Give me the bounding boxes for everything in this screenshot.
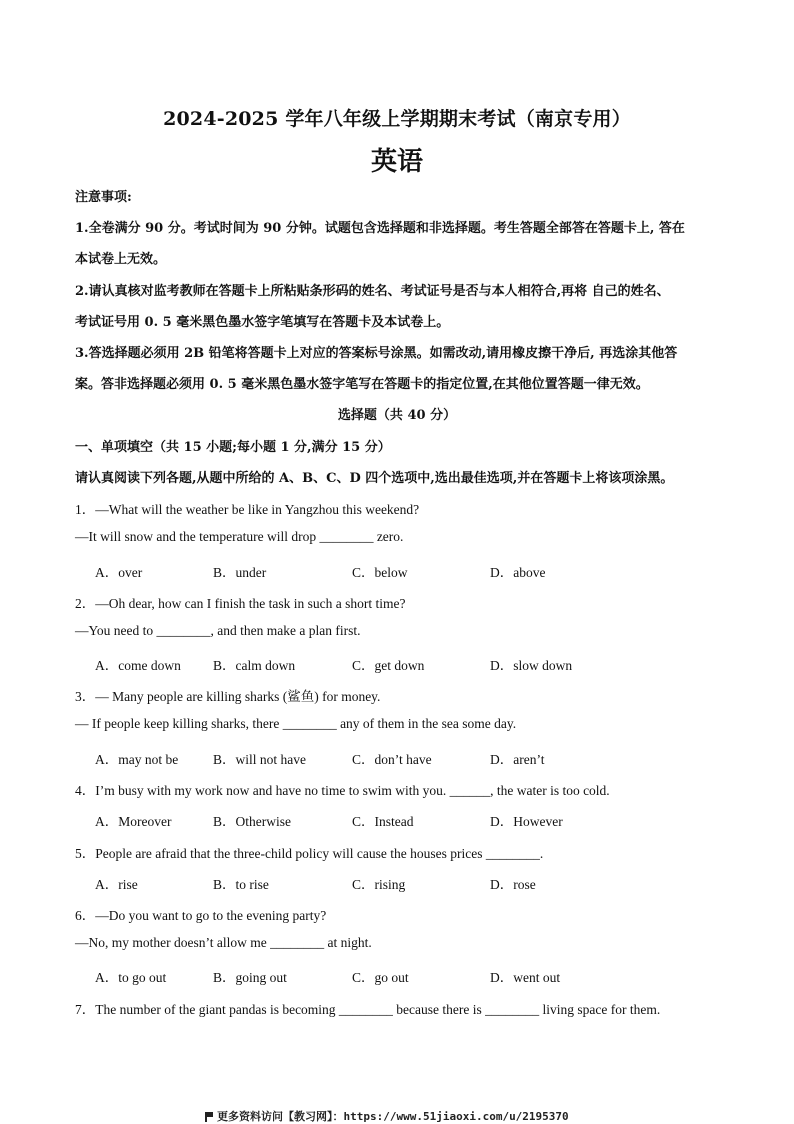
question-2-response: —You need to ________, and then make a plan first. <box>75 623 361 638</box>
question-1-stem: 1．—What will the weather be like in Yangzhou this weekend? <box>75 502 420 517</box>
notes-line: 本试卷上无效。 <box>75 252 167 267</box>
option-a: A．to go out <box>95 970 167 985</box>
question-1-response: —It will snow and the temperature will drop ________ zero. <box>75 529 404 544</box>
option-c: C．go out <box>352 970 409 985</box>
question-4-stem: 4．I’m busy with my work now and have no time to swim with you. ______, the water is too cold. <box>75 783 610 798</box>
option-a: A．over <box>95 565 143 580</box>
notes-line: 案。答非选择题必须用 0. 5 毫米黑色墨水签字笔写在答题卡的指定位置,在其他位置答题一律无效。 <box>75 377 649 392</box>
option-d: D．slow down <box>490 658 573 673</box>
question-2-stem: 2．—Oh dear, how can I finish the task in such a short time? <box>75 596 406 611</box>
notes-line: 考试证号用 0. 5 毫米黑色墨水签字笔填写在答题卡及本试卷上。 <box>75 315 450 330</box>
question-7-stem: 7．The number of the giant pandas is becoming ________ because there is ________ living space for them. <box>75 1002 661 1017</box>
option-a: A．may not be <box>95 752 179 767</box>
question-3-response: — If people keep killing sharks, there ________ any of them in the sea some day. <box>75 716 517 731</box>
option-c: C．get down <box>352 658 425 673</box>
option-b: B．under <box>213 565 267 580</box>
footer-link[interactable] <box>205 1108 569 1124</box>
option-c: C．don’t have <box>352 752 432 767</box>
question-6-stem: 6．—Do you want to go to the evening party? <box>75 908 327 923</box>
question-6-response: —No, my mother doesn’t allow me ________ at night. <box>75 935 372 950</box>
notes-line: 3.答选择题必须用 2B 铅笔将答题卡上对应的答案标号涂黑。如需改动,请用橡皮擦干净后, 再选涂其他答 <box>75 346 678 361</box>
option-b: B．will not have <box>213 752 306 767</box>
option-c: C．Instead <box>352 814 414 829</box>
subject-title: 英语 <box>370 147 423 177</box>
page-title: 2024-2025 学年八年级上学期期末考试（南京专用） <box>163 108 631 130</box>
part-instruction: 请认真阅读下列各题,从题中所给的 A、B、C、D 四个选项中,选出最佳选项,并在答题卡上将该项涂黑。 <box>75 471 674 486</box>
option-b: B．Otherwise <box>213 814 291 829</box>
option-b: B．calm down <box>213 658 296 673</box>
option-b: B．to rise <box>213 877 269 892</box>
question-5-stem: 5．People are afraid that the three-child policy will cause the houses prices ________. <box>75 846 544 861</box>
option-a: A．Moreover <box>95 814 172 829</box>
option-d: D．above <box>490 565 546 580</box>
part-title: 一、单项填空（共 15 小题;每小题 1 分,满分 15 分） <box>75 440 391 455</box>
option-d: D．However <box>490 814 563 829</box>
option-d: D．aren’t <box>490 752 545 767</box>
option-d: D．rose <box>490 877 536 892</box>
notes-heading: 注意事项: <box>75 190 132 205</box>
notes-line: 2.请认真核对监考教师在答题卡上所粘贴条形码的姓名、考试证号是否与本人相符合,再将 自己的姓名、 <box>75 284 670 299</box>
option-a: A．come down <box>95 658 181 673</box>
section-title: 选择题（共 40 分） <box>337 408 457 423</box>
notes-line: 1.全卷满分 90 分。考试时间为 90 分钟。试题包含选择题和非选择题。考生答题全部答在答题卡上, 答在 <box>75 221 685 236</box>
option-d: D．went out <box>490 970 561 985</box>
question-3-stem: 3．— Many people are killing sharks (鲨鱼) for money. <box>75 689 381 704</box>
option-c: C．below <box>352 565 408 580</box>
option-c: C．rising <box>352 877 406 892</box>
option-a: A．rise <box>95 877 138 892</box>
flag-icon <box>205 1112 213 1121</box>
option-b: B．going out <box>213 970 287 985</box>
footer-text[interactable]: 更多资料访问【教习网】：https://www.51jiaoxi.com/u/2195370 <box>217 1110 569 1123</box>
